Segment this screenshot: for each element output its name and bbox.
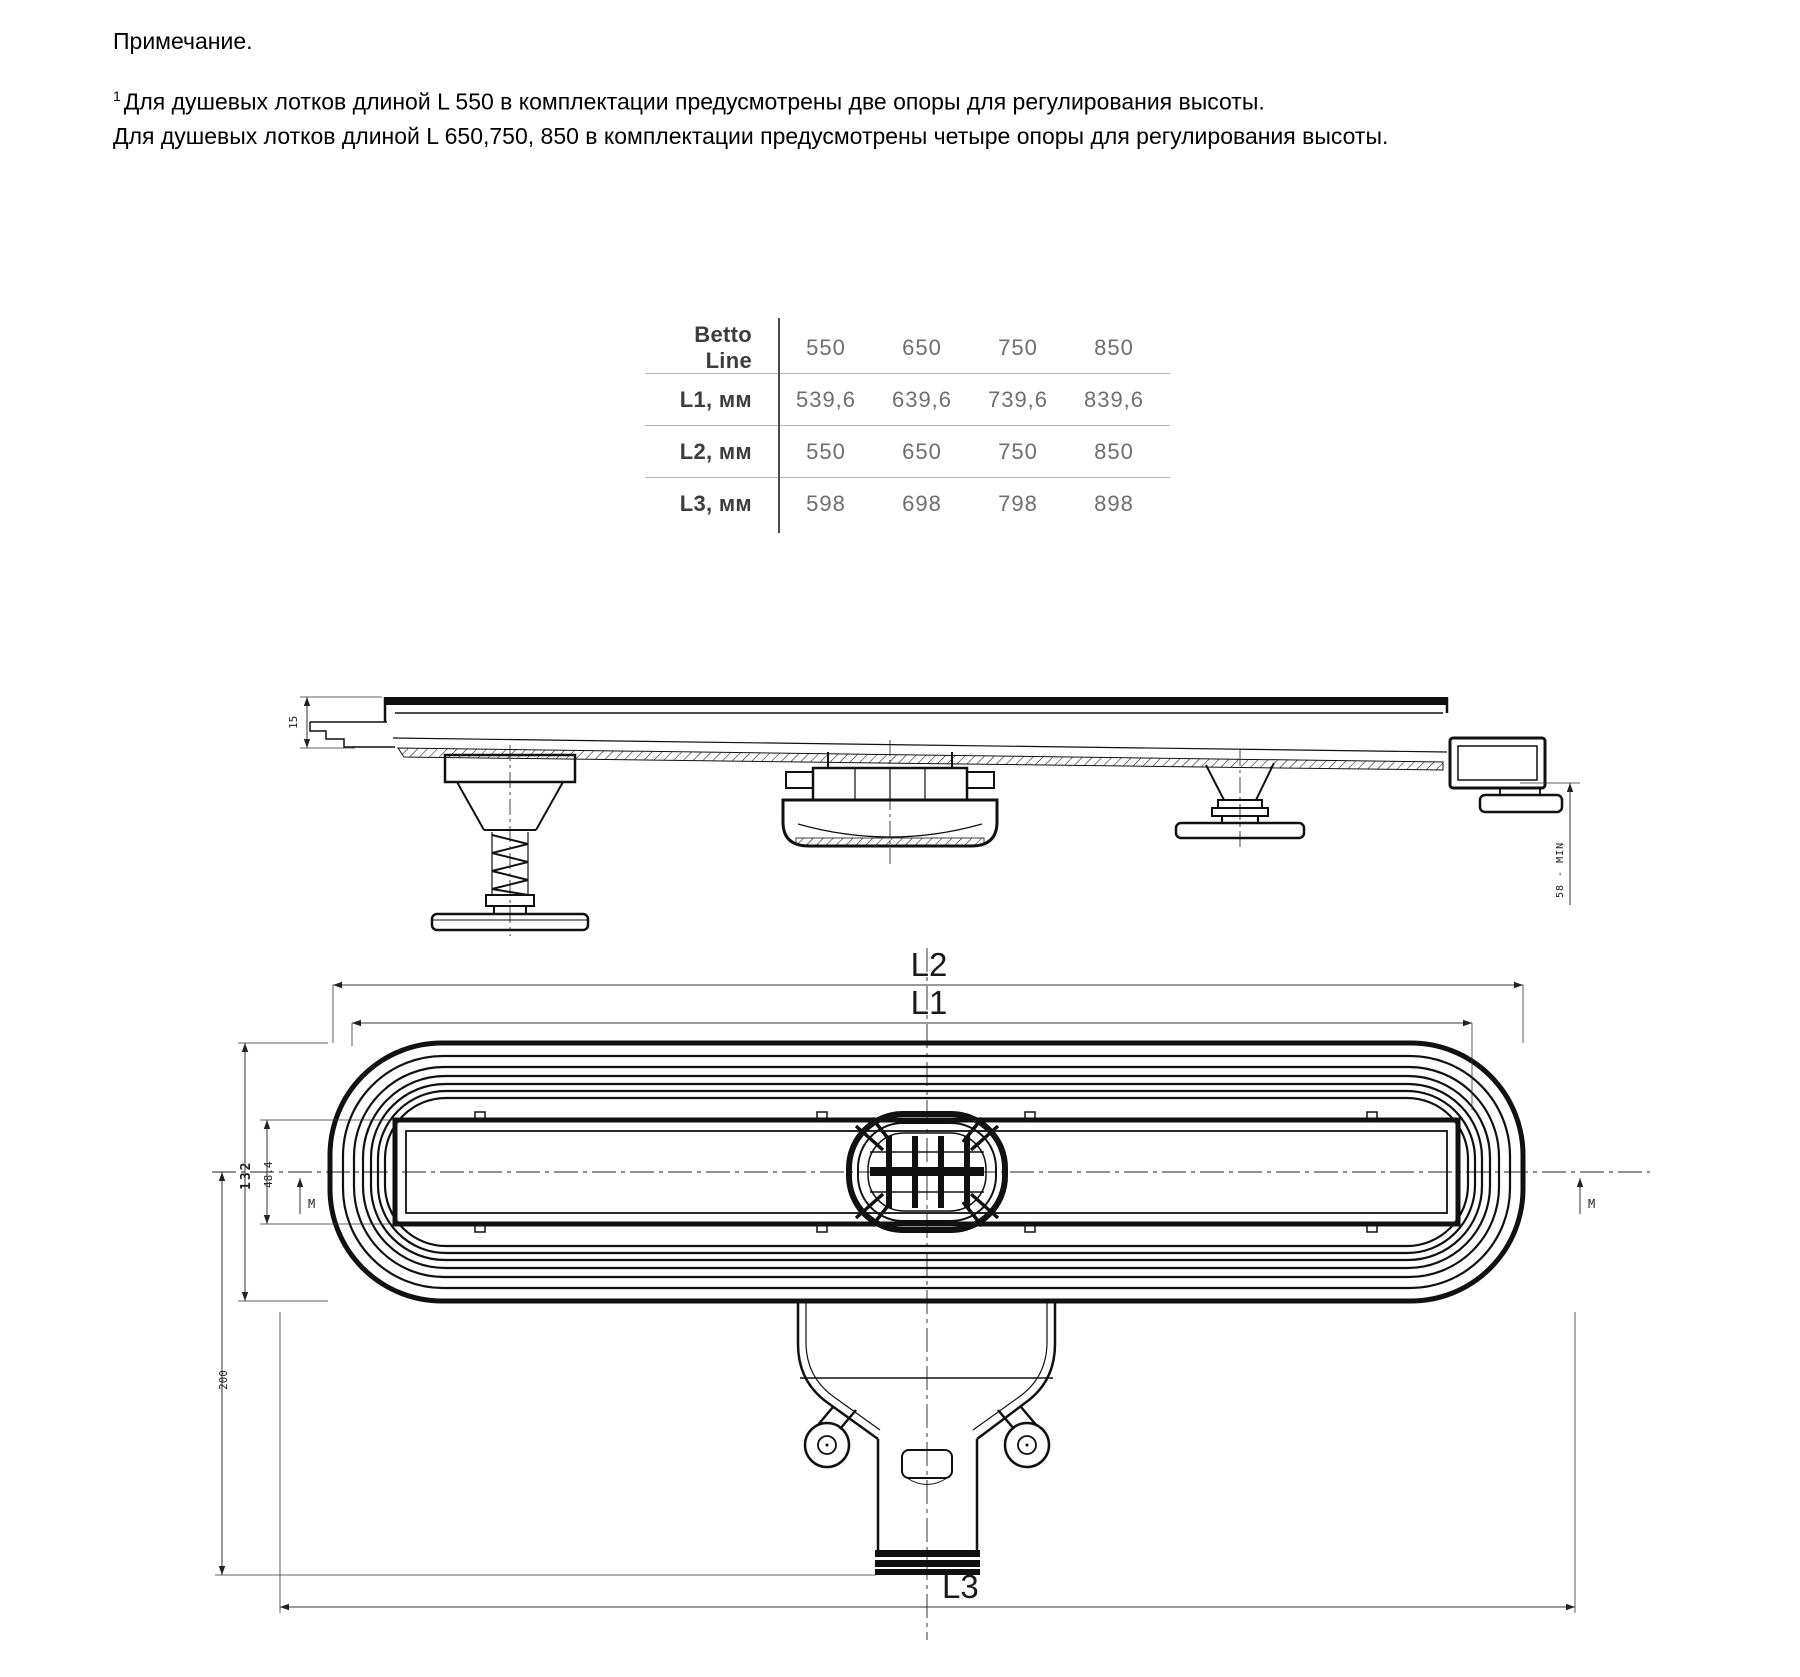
table-cell: 850 bbox=[1094, 438, 1134, 464]
plan-outlet-pipe bbox=[875, 1439, 980, 1575]
table-row-l1 bbox=[645, 373, 1170, 425]
dim-l2-label: L2 bbox=[910, 946, 948, 983]
side-channel-body bbox=[310, 697, 1447, 770]
note-line-2-text: Для душевых лотков длиной L 650,750, 850 в комплектации предусмотрены четыре опоры для регулирования высоты. bbox=[113, 122, 1389, 149]
table-cell: 739,6 bbox=[987, 386, 1049, 412]
table-header-label: Betto Line bbox=[694, 322, 752, 373]
table-cell: 898 bbox=[1094, 490, 1134, 516]
note-line-1-text: Для душевых лотков длиной L 550 в комплектации предусмотрены две опоры для регулирования высоты. bbox=[123, 88, 1265, 115]
note-title: Примечание. bbox=[113, 28, 253, 54]
table-cell: 598 bbox=[806, 490, 846, 516]
dim-l3-label: L3 bbox=[942, 1568, 979, 1605]
dim-overall-width-label: 132 bbox=[239, 1160, 254, 1190]
table-cell: 839,6 bbox=[1083, 386, 1145, 412]
plan-drain-body bbox=[798, 1301, 1055, 1467]
dim-m-right-label: M bbox=[1588, 1197, 1596, 1211]
table-cell: 639,6 bbox=[891, 386, 953, 412]
mounting-ear-left bbox=[805, 1407, 856, 1467]
table-header-cell: 750 bbox=[998, 335, 1038, 360]
note-block bbox=[113, 28, 1473, 153]
dim-m-right bbox=[1580, 1178, 1595, 1214]
table-cell: 798 bbox=[998, 490, 1038, 516]
dim-center-offset bbox=[215, 1172, 876, 1575]
note-line-1 bbox=[113, 79, 1473, 119]
table-row-label: L3, мм bbox=[679, 490, 752, 516]
dim-m-left bbox=[300, 1178, 315, 1214]
table-row-label: L1, мм bbox=[679, 386, 752, 412]
dim-lip-height-label: 15 bbox=[287, 715, 300, 729]
table-row-l2 bbox=[645, 425, 1170, 477]
footnote-marker: 1 bbox=[113, 88, 121, 104]
table-header-cell: 850 bbox=[1094, 335, 1134, 360]
table-row-label: L2, мм bbox=[679, 438, 752, 464]
table-cell: 650 bbox=[902, 438, 942, 464]
table-row-l3 bbox=[645, 477, 1170, 529]
table-cell: 698 bbox=[902, 490, 942, 516]
note-line-2 bbox=[113, 119, 1473, 153]
plan-centerlines bbox=[212, 948, 1650, 1640]
table-header-cell: 550 bbox=[806, 335, 846, 360]
table-cell: 550 bbox=[806, 438, 846, 464]
side-end-bracket bbox=[1450, 738, 1562, 812]
table-header-cell: 650 bbox=[902, 335, 942, 360]
side-view-drawing bbox=[150, 630, 1700, 940]
dim-m-left-label: M bbox=[308, 1197, 316, 1211]
plan-view-drawing bbox=[150, 940, 1700, 1677]
side-left-support bbox=[432, 745, 588, 936]
table-column-divider bbox=[778, 318, 780, 533]
dim-l3 bbox=[280, 1312, 1575, 1613]
table-cell: 539,6 bbox=[795, 386, 857, 412]
table-cell: 750 bbox=[998, 438, 1038, 464]
dim-center-offset-label: 200 bbox=[217, 1370, 230, 1390]
dim-channel-width-label: 48.4 bbox=[262, 1161, 275, 1188]
table-header-row bbox=[645, 322, 1170, 373]
dim-l1-label: L1 bbox=[910, 984, 948, 1021]
dim-min-install-height-label: 58 - MIN bbox=[1555, 841, 1566, 898]
spec-table bbox=[645, 322, 1170, 529]
dim-min-install-height bbox=[1520, 783, 1580, 905]
